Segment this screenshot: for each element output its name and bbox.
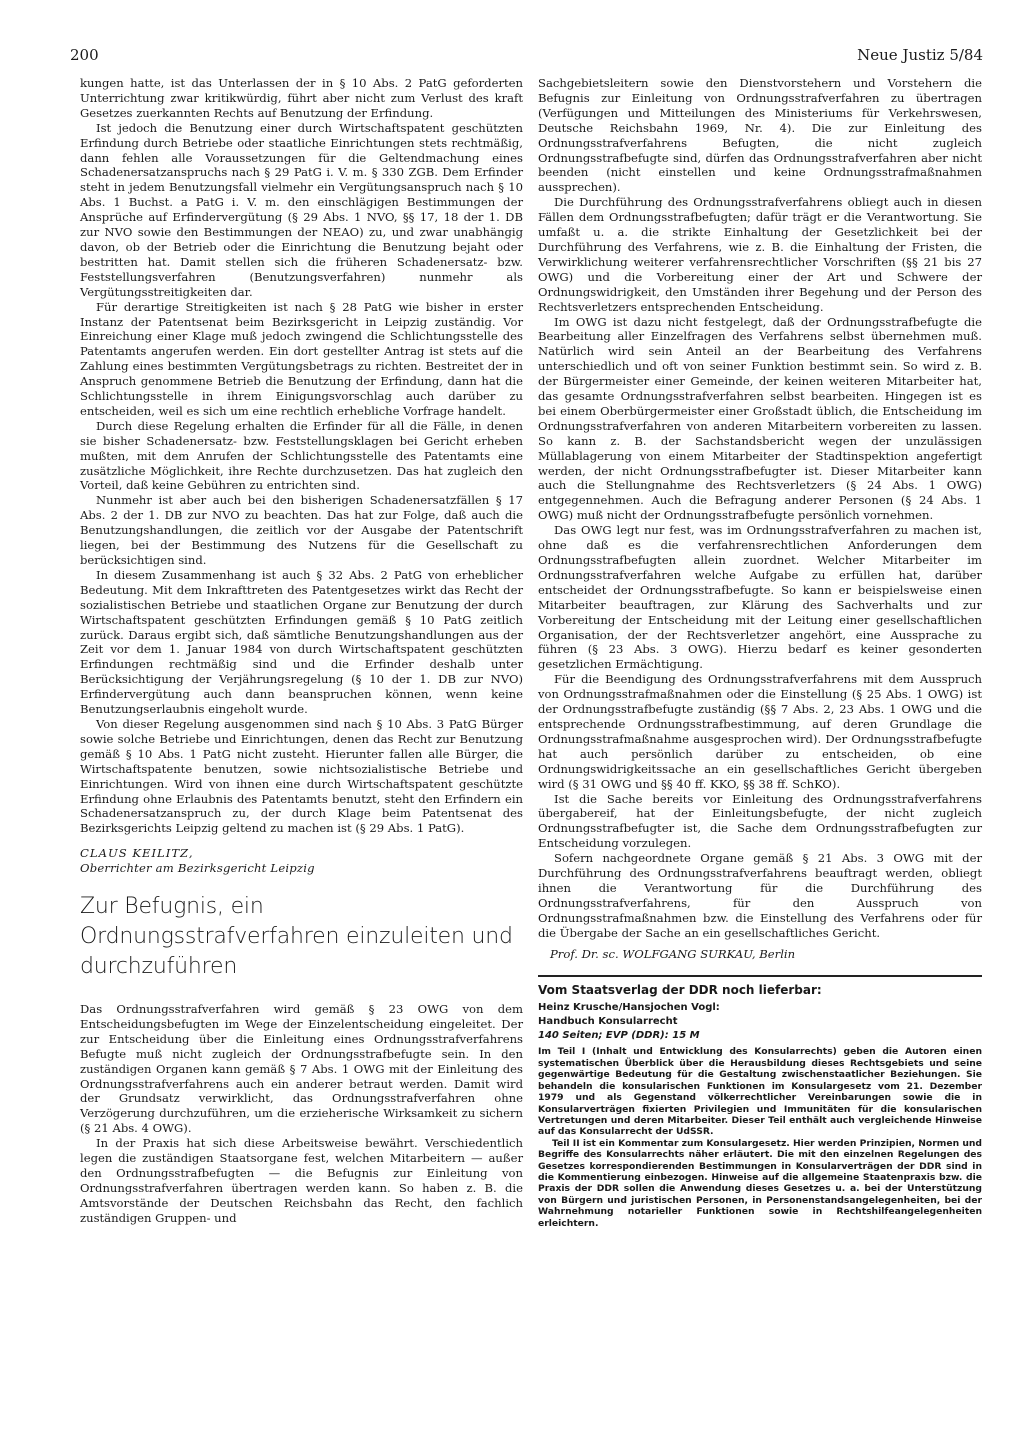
paragraph: Sofern nachgeordnete Organe gemäß § 21 Abs. 3 OWG mit der Durchführung des Ordnungsstrafverfahrens beauftragt werden, obliegt ihnen die Verantwortung für die Durchführung des Ordnungsstrafverfahrens, für den Ausspruch von Ordnungsstrafmaßnahmen bzw. die Einstellung des Verfahrens oder für die Übergabe der Sache an ein gesellschaftliches Gericht. bbox=[538, 851, 982, 940]
paragraph: Für die Beendigung des Ordnungsstrafverfahrens mit dem Ausspruch von Ordnungsstrafmaßnahmen oder die Einstellung (§ 25 Abs. 1 OWG) ist der Ordnungsstrafbefugte zuständig (§§ 7 Abs. 2, 23 Abs. 1 OWG und die entsprechende Ordnungsstrafbestimmung, auf deren Grundlage die Ordnungsstrafmaßnahme ausgesprochen wird). Der Ordnungsstrafbefugte hat auch persönlich darüber zu entscheiden, ob eine Ordnungswidrigkeitssache an ein gesellschaftliches Gericht übergeben wird (§ 31 OWG und §§ 40 ff. KKO, §§ 38 ff. SchKO). bbox=[538, 672, 982, 791]
paragraph: Ist die Sache bereits vor Einleitung des Ordnungsstrafverfahrens übergabereif, hat der Einleitungsbefugte, der nicht zugleich Ordnungsstrafbefugter ist, die Sache dem Ordnungsstrafbefugten zur Entscheidung vorzulegen. bbox=[538, 791, 982, 851]
paragraph: Von dieser Regelung ausgenommen sind nach § 10 Abs. 3 PatG Bürger sowie solche Betriebe und Einrichtungen, denen das Recht zur Benutzung gemäß § 10 Abs. 1 PatG nicht zusteht. Hierunter fallen alle Bürger, die Wirtschaftspatente benutzen, sowie nichtsozialistische Betriebe und Einrichtungen. Wird von ihnen eine durch Wirtschaftspatent geschützte Erfindung ohne Erlaubnis des Patentamts benutzt, steht den Erfindern ein Schadenersatzanspruch zu, der durch Klage beim Patentsenat des Bezirksgerichts Leipzig geltend zu machen ist (§ 29 Abs. 1 PatG). bbox=[80, 716, 523, 836]
right-column bbox=[538, 76, 982, 1229]
paragraph: Nunmehr ist aber auch bei den bisherigen Schadenersatzfällen § 17 Abs. 2 der 1. DB zur NVO zu beachten. Das hat zur Folge, daß auch die Benutzungshandlungen, die zeitlich vor der Ausgabe der Patentschrift liegen, bei der Bestimmung des Nutzens für die Gesellschaft zu berücksichtigen sind. bbox=[80, 493, 523, 567]
paragraph: Durch diese Regelung erhalten die Erfinder für all die Fälle, in denen sie bisher Schadenersatz- bzw. Feststellungsklagen bei Gericht erheben mußten, mit dem Anrufen der Schlichtungsstelle des Patentamts eine zusätzliche Möglichkeit, ihre Rechte durchzusetzen. Das hat zugleich den Vorteil, daß keine Gebühren zu entrichten sind. bbox=[80, 418, 523, 493]
journal-issue: Neue Justiz 5/84 bbox=[857, 46, 983, 64]
left-column bbox=[80, 76, 523, 1226]
paragraph: kungen hatte, ist das Unterlassen der in § 10 Abs. 2 PatG geforderten Unterrichtung zwar kritikwürdig, führt aber nicht zum Verlust des kraft Gesetzes zuerkannten Rechts auf Benutzung der Erfindung. bbox=[80, 76, 523, 120]
advertisement-title: Vom Staatsverlag der DDR noch lieferbar: bbox=[538, 983, 822, 998]
author-signature: Prof. Dr. sc. WOLFGANG SURKAU, Berlin bbox=[550, 946, 796, 961]
paragraph: In diesem Zusammenhang ist auch § 32 Abs. 2 PatG von erheblicher Bedeutung. Mit dem Inkrafttreten des Patentgesetzes wirkt das Recht der sozialistischen Betriebe und staatlichen Organe zur Benutzung der durch Wirtschaftspatent geschützten Erfindungen gemäß § 10 PatG zeitlich zurück. Daraus ergibt sich, daß sämtliche Benutzungshandlungen aus der Zeit vor dem 1. Januar 1984 von durch Wirtschaftspatent geschützten Erfindungen rechtmäßig sind und die Erfinder deshalb unter Berücksichtigung der Verjährungsregelung (§ 10 der 1. DB zur NVO) Erfindervergütung auch dann beanspruchen können, wenn keine Benutzungserlaubnis eingeholt wurde. bbox=[80, 567, 523, 717]
paragraph: Das Ordnungsstrafverfahren wird gemäß § 23 OWG von dem Entscheidungsbefugten im Wege der Einzelentscheidung eingeleitet. Der zur Entscheidung über die Einleitung eines Ordnungsstrafverfahrens Befugte muß nicht zugleich der Ordnungsstrafbefugte sein. In den zuständigen Organen kann gemäß § 7 Abs. 1 OWG mit der Einleitung des Ordnungsstrafverfahrens auch ein anderer betraut werden. Damit wird der Grundsatz verwirklicht, das Ordnungsstrafverfahren ohne Verzögerung durchzuführen, um die erzieherische Wirksamkeit zu sichern (§ 21 Abs. 4 OWG). bbox=[80, 1002, 523, 1136]
author-signature bbox=[80, 846, 523, 876]
article-title: Zur Befugnis, ein Ordnungsstrafverfahren einzuleiten und durchzuführen bbox=[80, 894, 513, 980]
book-authors: Heinz Krusche/Hansjochen Vogl: bbox=[538, 1002, 720, 1014]
paragraph: In der Praxis hat sich diese Arbeitsweise bewährt. Verschiedentlich legen die zuständigen Staatsorgane fest, welchen Mitarbeitern — außer den Ordnungsstrafbefugten — die Befugnis zur Einleitung von Ordnungsstrafverfahren übertragen werden kann. So haben z. B. die Amtsvorstände der Deutschen Reichsbahn das Recht, den fachlich zuständigen Gruppen- und bbox=[80, 1136, 523, 1225]
book-meta: 140 Seiten; EVP (DDR): 15 M bbox=[538, 1030, 700, 1042]
book-advertisement bbox=[538, 975, 982, 1229]
book-description: Teil II ist ein Kommentar zum Konsulargesetz. Hier werden Prinzipien, Normen und Begriffe des Konsularrechts näher erläutert. Die mit den einzelnen Regelungen des Gesetzes korrespondierenden Bestimmungen in Konsularverträgen der DDR sind in die Kommentierung einbezogen. Hinweise auf die allgemeine Staatenpraxis bzw. die Praxis der DDR sollen die Anwendung dieses Gesetzes u. a. bei der Unterstützung von Bürgern und juristischen Personen, in Personenstandsangelegenheiten, bei der Wahrnehmung notarieller Funktionen sowie in Rechtshilfeangelegenheiten erleichtern. bbox=[538, 1137, 982, 1229]
paragraph: Das OWG legt nur fest, was im Ordnungsstrafverfahren zu machen ist, ohne daß es die verfahrensrechtlichen Anforderungen dem Ordnungsstrafbefugten allein zuordnet. Welcher Mitarbeiter im Ordnungsstrafverfahren welche Aufgabe zu erfüllen hat, darüber entscheidet der Ordnungsstrafbefugte. So kann er beispielsweise einen Mitarbeiter beauftragen, zur Klärung des Sachverhalts und zur Vorbereitung der Entscheidung mit der Leitung einer gesellschaftlichen Organisation, der der Rechtsverletzer angehört, eine Aussprache zu führen (§ 23 Abs. 3 OWG). Hierzu bedarf es keiner gesonderten gesetzlichen Ermächtigung. bbox=[538, 523, 982, 672]
paragraph: Im OWG ist dazu nicht festgelegt, daß der Ordnungsstrafbefugte die Bearbeitung aller Einzelfragen des Verfahrens selbst übernehmen muß. Natürlich wird sein Anteil an der Bearbeitung des Verfahrens unterschiedlich und oft von seiner Funktion bestimmt sein. So wird z. B. der Bürgermeister einer Gemeinde, der keinen weiteren Mitarbeiter hat, das gesamte Ordnungsstrafverfahren selbst bearbeiten. Hingegen ist es bei einem Oberbürgermeister einer Großstadt üblich, die Entscheidung im Ordnungsstrafverfahren von anderen Mitarbeitern vorbereiten zu lassen. So kann z. B. der Sachstandsbericht wegen der unzulässigen Müllablagerung von einem Mitarbeiter der Stadtinspektion angefertigt werden, der nicht Ordnungsstrafbefugter ist. Dieser Mitarbeiter kann auch die Stellungnahme des Rechtsverletzers (§ 24 Abs. 1 OWG) entgegennehmen. Auch die Befragung anderer Personen (§ 24 Abs. 1 OWG) muß nicht der Ordnungsstrafbefugte persönlich vornehmen. bbox=[538, 314, 982, 523]
author-role: Oberrichter am Bezirksgericht Leipzig bbox=[80, 861, 315, 876]
book-title: Handbuch Konsularrecht bbox=[538, 1016, 678, 1028]
paragraph: Ist jedoch die Benutzung einer durch Wirtschaftspatent geschützten Erfindung durch Betriebe oder staatliche Einrichtungen stets rechtmäßig, dann fehlen alle Voraussetzungen für die Geltendmachung eines Schadenersatzanspruchs nach § 29 PatG i. V. m. § 330 ZGB. Dem Erfinder steht in jedem Benutzungsfall vielmehr ein Vergütungsanspruch nach § 10 Abs. 1 Buchst. a PatG i. V. m. den einschlägigen Bestimmungen der Ansprüche auf Erfindervergütung (§ 29 Abs. 1 NVO, §§ 17, 18 der 1. DB zur NVO sowie den Bestimmungen der NEAO) zu, und zwar unabhängig davon, ob der Betrieb oder die Einrichtung die Benutzung bejaht oder bestritten hat. Damit stellen sich die früheren Schadenersatz- bzw. Feststellungsverfahren (Benutzungsverfahren) nunmehr als Vergütungsstreitigkeiten dar. bbox=[80, 120, 523, 299]
page-number: 200 bbox=[70, 46, 99, 64]
paragraph: Die Durchführung des Ordnungsstrafverfahrens obliegt auch in diesen Fällen dem Ordnungsstrafbefugten; dafür trägt er die Verantwortung. Sie umfaßt u. a. die strikte Einhaltung der Gesetzlichkeit bei der Durchführung des Verfahrens, wie z. B. die Einhaltung der Fristen, die Verwirklichung weiterer verfahrensrechtlicher Vorschriften (§§ 21 bis 27 OWG) und die Vorbereitung einer der Art und Schwere der Ordnungswidrigkeit, den Umständen ihrer Begehung und der Person des Rechtsverletzers entsprechenden Entscheidung. bbox=[538, 195, 982, 314]
author-name: CLAUS KEILITZ, bbox=[80, 846, 194, 861]
book-description: Im Teil I (Inhalt und Entwicklung des Konsularrechts) geben die Autoren einen systematischen Überblick über die Herausbildung dieses Rechtsgebiets und seine gegenwärtige Bedeutung für die Gestaltung zwischenstaatlicher Beziehungen. Sie behandeln die konsularischen Funktionen im Konsulargesetz vom 21. Dezember 1979 und als Gegenstand völkerrechtlicher Vereinbarungen sowie die in Konsularverträgen fixierten Privilegien und Immunitäten für die konsularischen Vertretungen und deren Mitarbeiter. Dieser Teil enthält auch vergleichende Hinweise auf das Konsularrecht der UdSSR. bbox=[538, 1046, 982, 1138]
paragraph: Sachgebietsleitern sowie den Dienstvorstehern und Vorstehern die Befugnis zur Einleitung von Ordnungsstrafverfahren zu übertragen (Verfügungen und Mitteilungen des Ministeriums für Verkehrswesen, Deutsche Reichsbahn 1969, Nr. 4). Die zur Einleitung des Ordnungsstrafverfahrens Befugten, die nicht zugleich Ordnungsstrafbefugte sind, dürfen das Ordnungsstrafverfahren aber nicht beenden (nicht einstellen und keine Ordnungsstrafmaßnahmen aussprechen). bbox=[538, 76, 982, 195]
paragraph: Für derartige Streitigkeiten ist nach § 28 PatG wie bisher in erster Instanz der Patentsenat beim Bezirksgericht in Leipzig zuständig. Vor Einreichung einer Klage muß jedoch zwingend die Schlichtungsstelle des Patentamts angerufen werden. Ein dort gestellter Antrag ist stets auf die Zahlung eines bestimmten Vergütungsbetrags zu richten. Bestreitet der in Anspruch genommene Betrieb die Benutzung der Erfindung, dann hat die Schlichtungsstelle in ihrem Einigungsvorschlag auch darüber zu entscheiden, weil es sich um eine rechtlich erhebliche Vorfrage handelt. bbox=[80, 299, 523, 418]
